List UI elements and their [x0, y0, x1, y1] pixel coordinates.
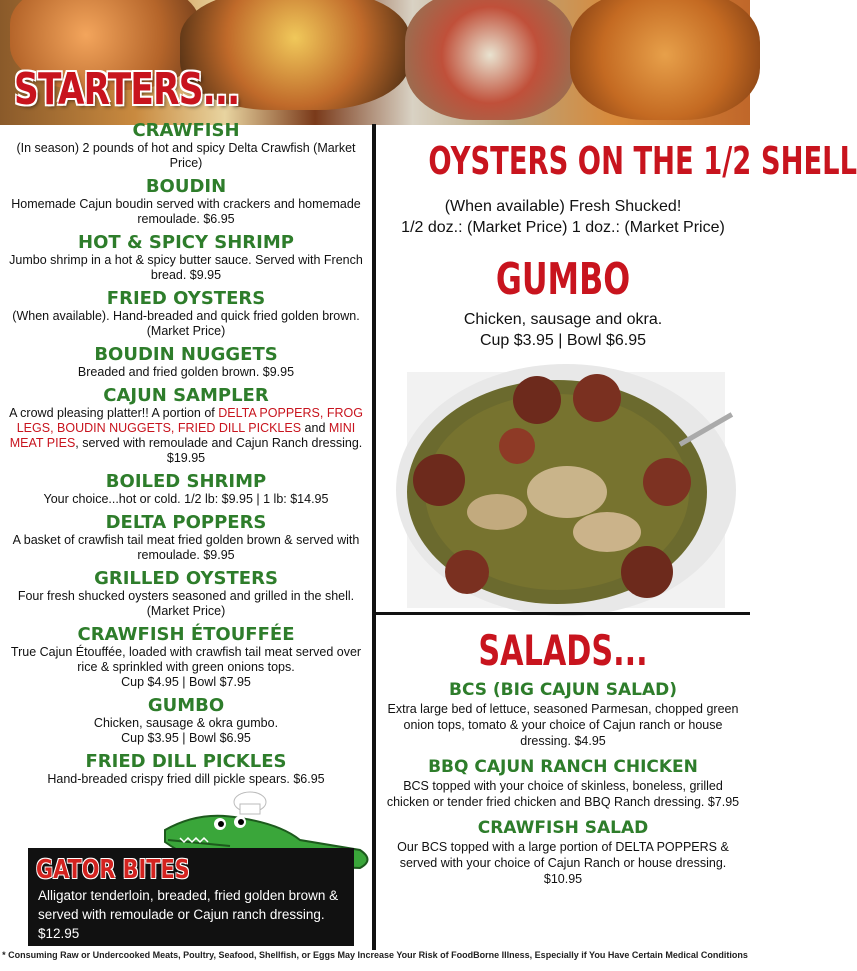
- menu-item: [0, 512, 372, 563]
- salad-item: [376, 680, 750, 749]
- item-desc: (When available). Hand-breaded and quick fried golden brown. (Market Price): [12, 309, 360, 338]
- oysters-line2: 1/2 doz.: (Market Price) 1 doz.: (Market Price): [401, 219, 725, 236]
- item-desc: Your choice...hot or cold. 1/2 lb: $9.95 | 1 lb: $14.95: [43, 492, 329, 506]
- item-price: Cup $3.95 | Bowl $6.95: [121, 731, 251, 745]
- item-desc: (In season) 2 pounds of hot and spicy Delta Crawfish (Market Price): [16, 141, 356, 170]
- menu-item: [0, 232, 372, 283]
- item-desc: True Cajun Étouffée, loaded with crawfish tail meat served over rice & sprinkled with green onions tops.: [10, 645, 362, 674]
- item-desc: Jumbo shrimp in a hot & spicy butter sauce. Served with French bread. $9.95: [9, 253, 363, 282]
- item-name: GUMBO: [147, 695, 225, 716]
- food-safety-disclaimer: * Consuming Raw or Undercooked Meats, Poultry, Seafood, Shellfish, or Eggs May Increase Your Risk of FoodBorne Illness, Especially if You Have Certain Medical Conditions: [2, 950, 748, 960]
- salad-item: [376, 757, 750, 810]
- starters-title: STARTERS...: [14, 64, 240, 115]
- menu-item: [0, 624, 372, 690]
- item-desc: Four fresh shucked oysters seasoned and grilled in the shell. (Market Price): [17, 589, 355, 618]
- item-name: FRIED DILL PICKLES: [85, 751, 287, 772]
- item-desc: [0, 406, 372, 466]
- item-name: CAJUN SAMPLER: [103, 385, 269, 406]
- item-name: HOT & SPICY SHRIMP: [78, 232, 294, 253]
- desc-highlight: MINI MEAT PIES: [9, 421, 356, 450]
- menu-item: [0, 176, 372, 227]
- menu-item: [0, 751, 372, 787]
- item-desc: Breaded and fried golden brown. $9.95: [77, 365, 295, 379]
- menu-item: [0, 385, 372, 466]
- item-name: BOILED SHRIMP: [105, 471, 267, 492]
- gumbo-title: GUMBO: [495, 254, 631, 305]
- salads-title: SALADS...: [478, 626, 648, 675]
- gumbo-section: [376, 254, 750, 351]
- section-divider: [376, 612, 750, 615]
- gumbo-line2: Cup $3.95 | Bowl $6.95: [479, 332, 647, 349]
- item-desc: Homemade Cajun boudin served with crackers and homemade remoulade. $6.95: [11, 197, 361, 226]
- desc-highlight: DELTA POPPERS, FROG LEGS, BOUDIN NUGGETS, FRIED DILL PICKLES: [16, 406, 363, 435]
- fried-fish-photo: [570, 0, 760, 120]
- item-price: Cup $4.95 | Bowl $7.95: [121, 675, 251, 689]
- gumbo-line1: Chicken, sausage and okra.: [463, 311, 663, 328]
- oysters-section: [376, 139, 857, 238]
- oysters-title: OYSTERS ON THE 1/2 SHELL: [428, 139, 857, 183]
- oysters-line1: (When available) Fresh Shucked!: [444, 198, 682, 215]
- menu-item: [0, 344, 372, 380]
- starters-column: [0, 120, 372, 792]
- salad-desc: Extra large bed of lettuce, seasoned Parmesan, chopped green onion tops, tomato & your choice of Cajun ranch or house dressing. $4.95: [387, 702, 739, 748]
- item-name: FRIED OYSTERS: [106, 288, 266, 309]
- gator-bites-title: GATOR BITES: [36, 855, 190, 885]
- salads-section: [376, 628, 750, 887]
- salad-name: BCS (BIG CAJUN SALAD): [448, 680, 677, 700]
- salad-item: [376, 818, 750, 887]
- menu-item: [0, 471, 372, 507]
- menu-item: [0, 288, 372, 339]
- item-desc: Hand-breaded crispy fried dill pickle spears. $6.95: [47, 772, 325, 786]
- item-name: DELTA POPPERS: [105, 512, 267, 533]
- menu-item: [0, 120, 372, 171]
- item-name: CRAWFISH: [132, 120, 240, 141]
- menu-item: [0, 695, 372, 746]
- item-name: BOUDIN: [145, 176, 227, 197]
- menu-item: [0, 568, 372, 619]
- salad-name: BBQ CAJUN RANCH CHICKEN: [428, 757, 698, 777]
- item-name: GRILLED OYSTERS: [94, 568, 278, 589]
- salad-name: CRAWFISH SALAD: [477, 818, 649, 838]
- item-name: CRAWFISH ÉTOUFFÉE: [77, 624, 295, 645]
- salad-desc: BCS topped with your choice of skinless, boneless, grilled chicken or tender fried chicken and BBQ Ranch dressing. $7.95: [386, 779, 740, 809]
- gumbo-bowl-photo: [407, 372, 725, 608]
- item-desc: A basket of crawfish tail meat fried golden brown & served with remoulade. $9.95: [12, 533, 360, 562]
- item-desc: Chicken, sausage & okra gumbo.: [93, 716, 279, 730]
- desc-part: , served with remoulade and Cajun Ranch dressing. $19.95: [75, 436, 363, 465]
- desc-part: and: [301, 421, 329, 435]
- crawfish-boil-photo: [405, 0, 575, 120]
- item-name: BOUDIN NUGGETS: [94, 344, 278, 365]
- salad-desc: Our BCS topped with a large portion of DELTA POPPERS & served with your choice of Cajun Ranch or house dressing. $10.95: [397, 840, 729, 886]
- desc-part: A crowd pleasing platter!! A portion of: [9, 406, 219, 420]
- gator-bites-desc: Alligator tenderloin, breaded, fried golden brown & served with remoulade or Cajun ranch dressing. $12.95: [38, 888, 339, 941]
